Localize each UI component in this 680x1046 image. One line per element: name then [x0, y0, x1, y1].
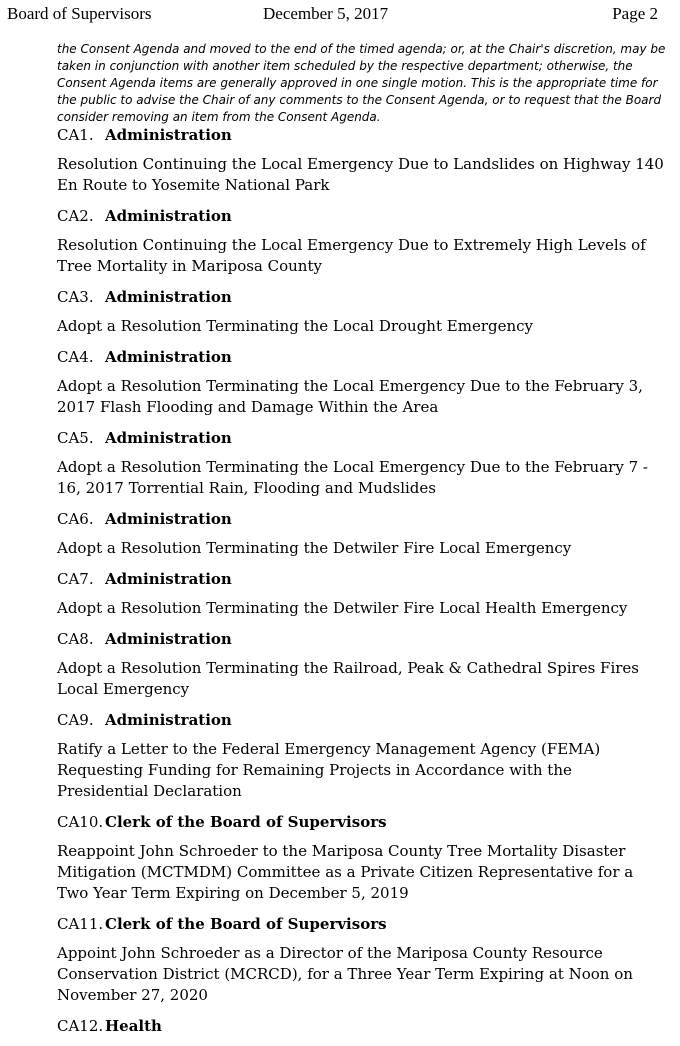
- agenda-item-department: Health: [105, 1017, 162, 1035]
- agenda-item-heading: [57, 569, 667, 589]
- agenda-item-text: Appoint John Schroeder as a Director of the Mariposa County Resource Conservation District (MCRCD), for a Three Year Term Expiring at Noon on November 27, 2020: [57, 944, 633, 1004]
- agenda-item-heading: [57, 629, 667, 649]
- consent-agenda-intro: the Consent Agenda and moved to the end of the timed agenda; or, at the Chair's discretion, may be taken in conjunction with another item scheduled by the respective department; otherwise, the Consent Agenda items are generally approved in one single motion. This is the appropriate time for the public to advise the Chair of any comments to the Consent Agenda, or to request that the Board consider removing an item from the Consent Agenda.: [57, 42, 666, 124]
- agenda-item: [57, 428, 667, 499]
- agenda-item-department: Administration: [105, 570, 232, 588]
- agenda-item-text: Reappoint John Schroeder to the Mariposa County Tree Mortality Disaster Mitigation (MCTMDM) Committee as a Private Citizen Representative for a Two Year Term Expiring on December 5, 2019: [57, 842, 634, 902]
- agenda-item-code: CA9.: [57, 711, 94, 729]
- agenda-item-heading: [57, 287, 667, 307]
- consent-agenda-items: [57, 125, 667, 1046]
- agenda-item-heading: [57, 206, 667, 226]
- agenda-item: [57, 710, 667, 802]
- agenda-item: [57, 1016, 667, 1036]
- agenda-item-text: Adopt a Resolution Terminating the Detwiler Fire Local Health Emergency: [57, 599, 628, 617]
- header-page-number: Page 2: [612, 4, 658, 23]
- agenda-item-heading: [57, 1016, 667, 1036]
- agenda-item-code: CA8.: [57, 630, 94, 648]
- agenda-item-code: CA1.: [57, 126, 94, 144]
- agenda-item: [57, 629, 667, 700]
- agenda-item-heading: [57, 428, 667, 448]
- agenda-item-code: CA4.: [57, 348, 94, 366]
- agenda-item-department: Administration: [105, 126, 232, 144]
- agenda-item-code: CA11.: [57, 915, 104, 933]
- agenda-item-department: Administration: [105, 207, 232, 225]
- agenda-item-code: CA3.: [57, 288, 94, 306]
- agenda-item-heading: [57, 710, 667, 730]
- agenda-item: [57, 287, 667, 337]
- agenda-item-code: CA10.: [57, 813, 104, 831]
- agenda-item-department: Administration: [105, 288, 232, 306]
- agenda-item-heading: [57, 812, 667, 832]
- agenda-item-code: CA2.: [57, 207, 94, 225]
- page-header: [7, 4, 658, 24]
- agenda-item-department: Administration: [105, 348, 232, 366]
- agenda-item-department: Clerk of the Board of Supervisors: [105, 915, 387, 933]
- agenda-item-heading: [57, 914, 667, 934]
- agenda-item-text: Adopt a Resolution Terminating the Railroad, Peak & Cathedral Spires Fires Local Emergency: [57, 659, 639, 698]
- agenda-item: [57, 569, 667, 619]
- header-date: December 5, 2017: [263, 4, 389, 23]
- agenda-item-text: Ratify a Letter to the Federal Emergency Management Agency (FEMA) Requesting Funding for Remaining Projects in Accordance with the Presidential Declaration: [57, 740, 601, 800]
- agenda-item-code: CA5.: [57, 429, 94, 447]
- agenda-item-code: CA12.: [57, 1017, 104, 1035]
- agenda-item-department: Administration: [105, 630, 232, 648]
- agenda-item-text: Adopt a Resolution Terminating the Local Emergency Due to the February 7 - 16, 2017 Torrential Rain, Flooding and Mudslides: [57, 458, 648, 497]
- agenda-item-department: Administration: [105, 429, 232, 447]
- agenda-item-code: CA7.: [57, 570, 94, 588]
- agenda-item-text: Resolution Continuing the Local Emergency Due to Extremely High Levels of Tree Mortality in Mariposa County: [57, 236, 646, 275]
- header-org: Board of Supervisors: [7, 4, 152, 23]
- agenda-item: [57, 812, 667, 904]
- agenda-item-text: Resolution Continuing the Local Emergency Due to Landslides on Highway 140 En Route to Yosemite National Park: [57, 155, 664, 194]
- agenda-item-text: Adopt a Resolution Terminating the Local Emergency Due to the February 3, 2017 Flash Flooding and Damage Within the Area: [57, 377, 643, 416]
- agenda-item-heading: [57, 125, 667, 145]
- agenda-item: [57, 509, 667, 559]
- agenda-item: [57, 125, 667, 196]
- agenda-item: [57, 914, 667, 1006]
- agenda-item: [57, 347, 667, 418]
- agenda-item: [57, 206, 667, 277]
- agenda-item-heading: [57, 347, 667, 367]
- agenda-item-text: Adopt a Resolution Terminating the Detwiler Fire Local Emergency: [57, 539, 572, 557]
- agenda-item-heading: [57, 509, 667, 529]
- agenda-item-text: Adopt a Resolution Terminating the Local Drought Emergency: [57, 317, 534, 335]
- agenda-item-department: Administration: [105, 510, 232, 528]
- agenda-item-department: Clerk of the Board of Supervisors: [105, 813, 387, 831]
- agenda-item-department: Administration: [105, 711, 232, 729]
- agenda-item-code: CA6.: [57, 510, 94, 528]
